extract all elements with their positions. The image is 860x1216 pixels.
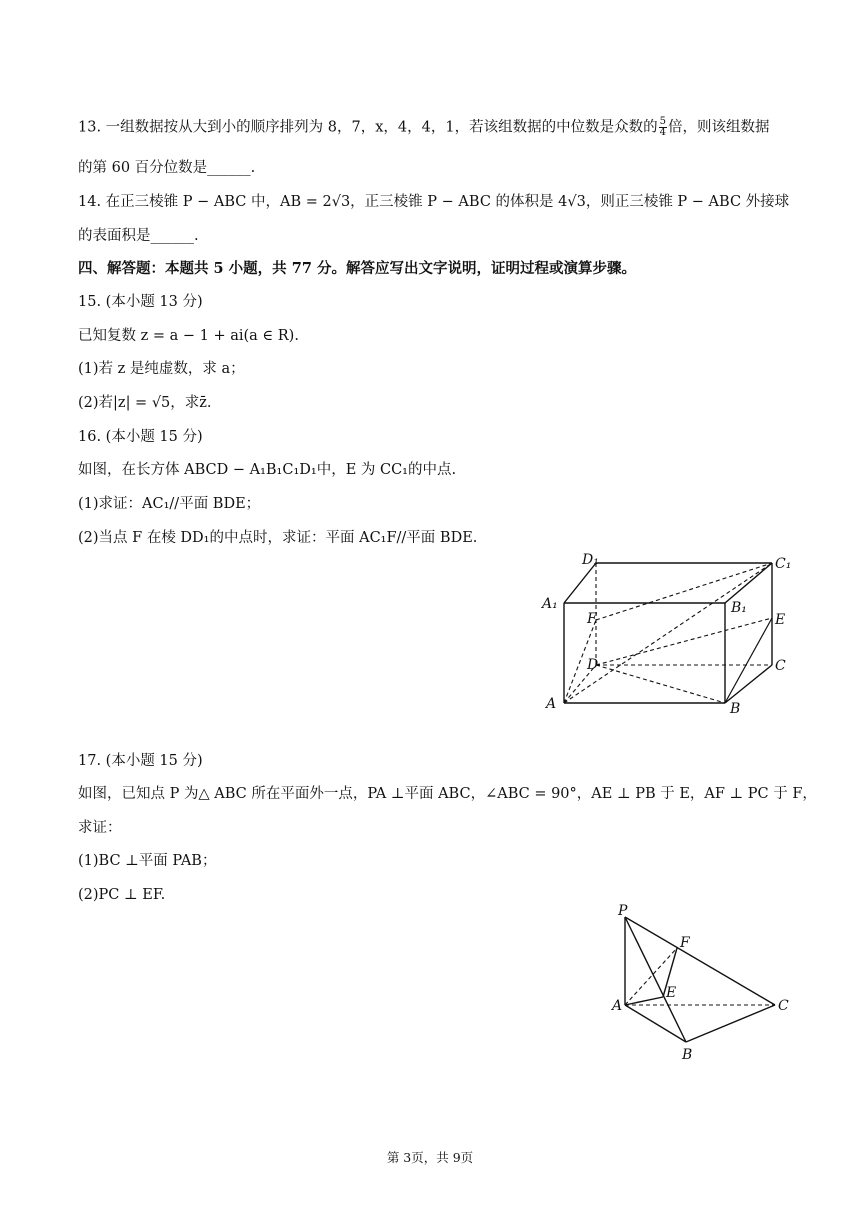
q16-header: 16. (本小题 15 分) [78, 429, 203, 445]
q13-frac-numerator: 5 [659, 116, 666, 127]
fig2-label-f: F [680, 935, 690, 951]
q15-header: 15. (本小题 13 分) [78, 294, 203, 310]
q15-stem: 已知复数 z = a − 1 + ai(a ∈ R). [78, 328, 299, 344]
q14-line1: 14. 在正三棱锥 P − ABC 中，AB = 2√3，正三棱锥 P − ABC 的体积是 4√3，则正三棱锥 P − ABC 外接球 [78, 194, 790, 210]
q17-stem: 如图，已知点 P 为△ ABC 所在平面外一点，PA ⊥平面 ABC，∠ABC = 90°，AE ⊥ PB 于 E，AF ⊥ PC 于 F， [78, 786, 817, 802]
q15-part1: (1)若 z 是纯虚数，求 a； [78, 361, 245, 377]
q16-cuboid-figure [530, 548, 800, 720]
q16-stem: 如图，在长方体 ABCD − A₁B₁C₁D₁中，E 为 CC₁的中点. [78, 462, 457, 478]
q15-part2: (2)若|z| = √5，求z̄. [78, 395, 212, 411]
q16-part1: (1)求证：AC₁//平面 BDE； [78, 496, 261, 512]
q13-frac-denominator: 4 [659, 127, 666, 138]
fig2-label-p: P [618, 903, 628, 919]
q13-fraction [659, 117, 667, 138]
fig1-label-a: A [546, 696, 557, 712]
fig1-label-b1: B₁ [731, 600, 747, 616]
fig2-label-b: B [682, 1047, 693, 1063]
q17-part1: (1)BC ⊥平面 PAB； [78, 853, 217, 869]
q13-text-part1: 13. 一组数据按从大到小的顺序排列为 8，7，x，4，4，1，若该组数据的中位数是众数的 [78, 119, 658, 136]
q13-line2: 的第 60 百分位数是______. [78, 160, 256, 176]
fig1-label-d1: D₁ [582, 552, 599, 568]
fig1-label-c1: C₁ [775, 556, 792, 572]
q13-line1 [78, 117, 769, 138]
fig1-label-e: E [775, 612, 786, 628]
q14-line2: 的表面积是______. [78, 228, 199, 244]
section-4-heading: 四、解答题：本题共 5 小题，共 77 分。解答应写出文字说明，证明过程或演算步骤。 [78, 260, 636, 277]
q13-text-part2: 倍，则该组数据 [667, 119, 770, 136]
q16-part2: (2)当点 F 在棱 DD₁的中点时，求证：平面 AC₁F//平面 BDE. [78, 530, 478, 546]
q17-stem-cont: 求证： [78, 820, 122, 836]
fig1-label-c: C [775, 658, 786, 674]
q17-pyramid-figure [600, 900, 800, 1070]
q17-header: 17. (本小题 15 分) [78, 753, 203, 769]
fig1-label-a1: A₁ [542, 596, 558, 612]
fig2-label-e: E [666, 985, 677, 1001]
fig2-label-a: A [612, 998, 623, 1014]
fig1-label-b: B [730, 701, 741, 717]
fig1-label-d: D [587, 657, 599, 673]
fig2-label-c: C [778, 998, 789, 1014]
q17-part2: (2)PC ⊥ EF. [78, 887, 166, 903]
fig1-label-f: F [587, 611, 597, 627]
page-footer: 第 3页，共 9页 [386, 1150, 474, 1165]
